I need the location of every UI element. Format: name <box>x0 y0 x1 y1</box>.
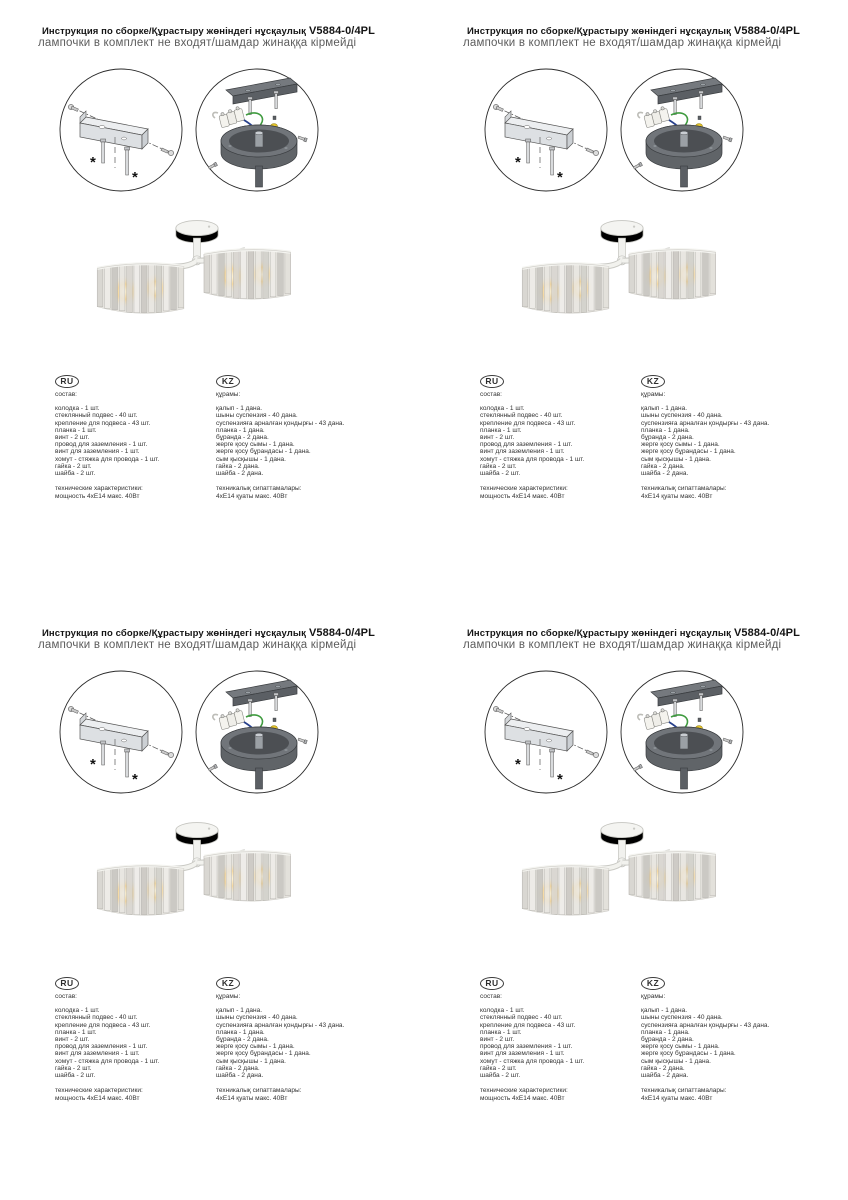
canopy-wiring-diagram <box>619 669 745 795</box>
wall-anchor-icon <box>68 706 78 713</box>
sheet-slot <box>30 627 430 1200</box>
parts-list-item: планка - 1 шт. <box>55 426 97 434</box>
parts-list-item: винт для заземления - 1 шт. <box>480 1050 565 1058</box>
kz-tech-value: 4хЕ14 қуаты макс. 40Вт <box>216 1094 288 1102</box>
parts-list-item: шыны суспензия - 40 дана. <box>216 412 298 420</box>
screw-icon <box>723 135 733 141</box>
ru-tech-label: технические характеристики: <box>55 1087 143 1095</box>
mounting-plate <box>80 111 148 149</box>
subtitle: лампочки в комплект не входят/шамдар жинаққа кірмейді <box>463 639 782 651</box>
lamp-shade-left <box>97 263 184 313</box>
parts-list-item: жерге қосу бұрандасы - 1 дана. <box>216 1050 311 1058</box>
terminal-block <box>218 708 245 730</box>
ceiling-bracket <box>226 680 297 706</box>
parts-list-item: винт для заземления - 1 шт. <box>55 448 140 456</box>
asterisk-mark: * <box>557 169 563 186</box>
parts-list-item: бұранда - 2 дана. <box>641 1036 694 1044</box>
screw-icon <box>298 135 308 141</box>
mounting-plate-diagram <box>483 67 609 193</box>
ru-tech-value: мощность 4хЕ14 макс. 40Вт <box>55 1094 140 1102</box>
kz-section-label: құрамы: <box>641 993 666 1000</box>
ru-badge: RU <box>55 977 79 990</box>
parts-list-item: винт для заземления - 1 шт. <box>55 1050 140 1058</box>
page-title <box>467 627 800 639</box>
canopy-wiring-diagram <box>194 67 320 193</box>
asterisk-mark: * <box>90 154 96 171</box>
lamp-shade-right <box>204 851 291 901</box>
kz-badge: KZ <box>216 977 240 990</box>
parts-list-item: суспензияға арналған қондырғы - 43 дана. <box>641 1021 770 1029</box>
wall-anchor-icon <box>586 750 599 758</box>
screw-icon <box>633 162 643 169</box>
ceiling-bracket <box>651 78 722 104</box>
parts-list-item: бұранда - 2 дана. <box>216 434 269 442</box>
ru-badge: RU <box>55 375 79 388</box>
sheet-slot <box>30 25 430 610</box>
model-number: V5884-0/4PL <box>734 627 800 639</box>
kz-section-label: құрамы: <box>216 391 241 398</box>
parts-list-item: винт - 2 шт. <box>480 1036 515 1044</box>
earth-screw-icon <box>698 718 701 722</box>
parts-list-item: шайба - 2 шт. <box>55 470 96 478</box>
parts-list-item: колодка - 1 шт. <box>55 405 100 413</box>
parts-list-item: шайба - 2 шт. <box>480 470 521 478</box>
parts-list-item: винт для заземления - 1 шт. <box>480 448 565 456</box>
canopy-wiring-diagram <box>619 67 745 193</box>
parts-list-item: сым қысқышы - 1 дана. <box>216 1057 286 1065</box>
page-title <box>42 25 375 37</box>
parts-list-item: гайка - 2 дана. <box>216 1064 260 1072</box>
subtitle: лампочки в комплект не входят/шамдар жинаққа кірмейді <box>38 37 357 49</box>
parts-list-item: колодка - 1 шт. <box>480 405 525 413</box>
parts-list-item: планка - 1 дана. <box>641 426 690 434</box>
title-text: Инструкция по сборке/Құрастыру жөніндегі нұсқаулық <box>467 26 731 37</box>
parts-list-item: суспензияға арналған қондырғы - 43 дана. <box>216 419 345 427</box>
parts-list-item: стеклянный подвес - 40 шт. <box>480 412 563 420</box>
kz-tech-specs <box>641 485 848 500</box>
earth-screw-icon <box>698 116 701 120</box>
ru-tech-label: технические характеристики: <box>480 1087 568 1095</box>
kz-parts-list <box>216 1007 428 1079</box>
wall-anchor-icon <box>493 104 503 111</box>
parts-list-item: хомут - стяжка для провода - 1 шт. <box>55 455 160 463</box>
parts-list-item: шайба - 2 дана. <box>216 1072 264 1080</box>
parts-list-item: жерге қосу сымы - 1 дана. <box>641 441 720 449</box>
parts-list-item: шыны суспензия - 40 дана. <box>641 412 723 420</box>
screw-icon <box>526 139 531 163</box>
mounting-plate-diagram <box>483 669 609 795</box>
canopy-stem <box>681 166 688 187</box>
canopy-stem <box>256 768 263 789</box>
ru-tech-value: мощность 4хЕ14 макс. 40Вт <box>480 492 565 500</box>
parts-list-item: стеклянный подвес - 40 шт. <box>480 1014 563 1022</box>
kz-parts-list <box>641 1007 848 1079</box>
supply-wire <box>213 112 218 118</box>
parts-list-item: гайка - 2 дана. <box>641 1064 685 1072</box>
wall-anchor-icon <box>68 104 78 111</box>
screw-icon <box>274 693 279 711</box>
chandelier-photo <box>84 818 318 949</box>
title-text: Инструкция по сборке/Құрастыру жөніндегі нұсқаулық <box>42 628 306 639</box>
supply-wire <box>213 714 218 720</box>
kz-tech-label: техникалық сипаттамалары: <box>641 485 727 493</box>
terminal-block <box>218 106 245 128</box>
kz-badge: KZ <box>641 375 665 388</box>
sheet-slot <box>455 627 848 1200</box>
lamp-shade-right <box>629 851 716 901</box>
ru-tech-value: мощность 4хЕ14 макс. 40Вт <box>480 1094 565 1102</box>
kz-parts-list <box>216 405 428 477</box>
parts-list-item: хомут - стяжка для провода - 1 шт. <box>55 1057 160 1065</box>
screw-icon <box>673 97 678 115</box>
parts-list-item: провод для заземления - 1 шт. <box>480 1043 573 1051</box>
parts-list-item: суспензияға арналған қондырғы - 43 дана. <box>641 419 770 427</box>
ru-tech-value: мощность 4хЕ14 макс. 40Вт <box>55 492 140 500</box>
kz-tech-value: 4хЕ14 қуаты макс. 40Вт <box>216 492 288 500</box>
parts-list-item: сым қысқышы - 1 дана. <box>216 455 286 463</box>
parts-list-item: гайка - 2 шт. <box>480 462 517 470</box>
parts-list-item: гайка - 2 шт. <box>55 1064 92 1072</box>
ru-tech-specs <box>55 1087 213 1102</box>
kz-section-label: құрамы: <box>641 391 666 398</box>
parts-list-item: стеклянный подвес - 40 шт. <box>55 412 138 420</box>
parts-list-item: крепление для подвеса - 43 шт. <box>480 1021 576 1029</box>
parts-column-ru <box>480 375 638 500</box>
parts-column-kz <box>641 977 848 1102</box>
screw-icon <box>125 749 130 777</box>
kz-section-label: құрамы: <box>216 993 241 1000</box>
ru-parts-list <box>480 1007 638 1079</box>
parts-list-item: провод для заземления - 1 шт. <box>55 1043 148 1051</box>
asterisk-mark: * <box>90 756 96 773</box>
parts-list-item: шайба - 2 дана. <box>216 470 264 478</box>
screw-icon <box>248 97 253 115</box>
parts-list-item: қалып - 1 дана. <box>216 1007 263 1015</box>
parts-column-kz <box>216 375 428 500</box>
ru-tech-label: технические характеристики: <box>480 485 568 493</box>
ru-tech-specs <box>480 1087 638 1102</box>
title-text: Инструкция по сборке/Құрастыру жөніндегі нұсқаулық <box>467 628 731 639</box>
parts-list-item: крепление для подвеса - 43 шт. <box>55 1021 151 1029</box>
canopy-stem <box>681 768 688 789</box>
wall-anchor-icon <box>493 706 503 713</box>
sheet-slot <box>455 25 848 610</box>
ru-parts-list <box>55 1007 213 1079</box>
wall-anchor-icon <box>586 148 599 156</box>
canopy-stem <box>256 166 263 187</box>
parts-list-item: винт - 2 шт. <box>480 434 515 442</box>
kz-tech-specs <box>641 1087 848 1102</box>
asterisk-mark: * <box>132 771 138 788</box>
parts-list-item: крепление для подвеса - 43 шт. <box>55 419 151 427</box>
screw-icon <box>298 737 308 743</box>
kz-tech-label: техникалық сипаттамалары: <box>216 1087 302 1095</box>
ru-tech-specs <box>55 485 213 500</box>
parts-list-item: шайба - 2 дана. <box>641 470 689 478</box>
ru-tech-label: технические характеристики: <box>55 485 143 493</box>
parts-column-kz <box>641 375 848 500</box>
parts-list-item: винт - 2 шт. <box>55 434 90 442</box>
screw-icon <box>673 699 678 717</box>
supply-wire <box>638 714 643 720</box>
screw-icon <box>101 741 106 765</box>
model-number: V5884-0/4PL <box>734 25 800 37</box>
parts-list-item: жерге қосу бұрандасы - 1 дана. <box>216 448 311 456</box>
screw-icon <box>274 91 279 109</box>
supply-wire <box>638 112 643 118</box>
parts-list-item: жерге қосу бұрандасы - 1 дана. <box>641 1050 736 1058</box>
parts-list-item: планка - 1 шт. <box>480 1028 522 1036</box>
kz-badge: KZ <box>641 977 665 990</box>
parts-list-item: хомут - стяжка для провода - 1 шт. <box>480 455 585 463</box>
wall-anchor-icon <box>161 750 174 758</box>
wall-anchor-icon <box>161 148 174 156</box>
parts-list-item: планка - 1 шт. <box>480 426 522 434</box>
screw-icon <box>101 139 106 163</box>
mounting-plate <box>80 713 148 751</box>
parts-list-item: гайка - 2 дана. <box>641 462 685 470</box>
model-number: V5884-0/4PL <box>309 627 375 639</box>
lamp-shade-left <box>522 865 609 915</box>
parts-list-item: колодка - 1 шт. <box>55 1007 100 1015</box>
parts-list-item: шыны суспензия - 40 дана. <box>216 1014 298 1022</box>
lamp-shade-right <box>629 249 716 299</box>
ru-parts-list <box>480 405 638 477</box>
kz-tech-label: техникалық сипаттамалары: <box>641 1087 727 1095</box>
parts-list-item: стеклянный подвес - 40 шт. <box>55 1014 138 1022</box>
lamp-shade-left <box>97 865 184 915</box>
kz-badge: KZ <box>216 375 240 388</box>
parts-list-item: бұранда - 2 дана. <box>641 434 694 442</box>
ceiling-bracket <box>226 78 297 104</box>
parts-list-item: шыны суспензия - 40 дана. <box>641 1014 723 1022</box>
asterisk-mark: * <box>557 771 563 788</box>
parts-list-item: сым қысқышы - 1 дана. <box>641 455 711 463</box>
ru-section-label: состав: <box>480 391 502 398</box>
parts-list-item: колодка - 1 шт. <box>480 1007 525 1015</box>
earth-screw-icon <box>273 718 276 722</box>
parts-list-item: шайба - 2 шт. <box>480 1072 521 1080</box>
parts-list-item: винт - 2 шт. <box>55 1036 90 1044</box>
mounting-plate-diagram <box>58 67 184 193</box>
threaded-nipple <box>255 733 263 749</box>
ru-parts-list <box>55 405 213 477</box>
parts-list-item: гайка - 2 шт. <box>480 1064 517 1072</box>
lamp-shade-right <box>204 249 291 299</box>
parts-list-item: хомут - стяжка для провода - 1 шт. <box>480 1057 585 1065</box>
parts-list-item: гайка - 2 дана. <box>216 462 260 470</box>
ru-badge: RU <box>480 977 504 990</box>
kz-tech-specs <box>216 485 428 500</box>
terminal-block <box>643 708 670 730</box>
ru-section-label: состав: <box>480 993 502 1000</box>
parts-list-item: жерге қосу сымы - 1 дана. <box>641 1043 720 1051</box>
threaded-nipple <box>680 131 688 147</box>
instruction-sheet <box>30 627 430 1200</box>
kz-tech-value: 4хЕ14 қуаты макс. 40Вт <box>641 492 713 500</box>
model-number: V5884-0/4PL <box>309 25 375 37</box>
screw-icon <box>125 147 130 175</box>
parts-list-item: крепление для подвеса - 43 шт. <box>480 419 576 427</box>
ru-tech-specs <box>480 485 638 500</box>
screw-icon <box>526 741 531 765</box>
ru-section-label: состав: <box>55 993 77 1000</box>
mounting-plate-diagram <box>58 669 184 795</box>
parts-list-item: провод для заземления - 1 шт. <box>480 441 573 449</box>
screw-icon <box>699 91 704 109</box>
parts-list-item: провод для заземления - 1 шт. <box>55 441 148 449</box>
parts-column-ru <box>55 375 213 500</box>
parts-list-item: суспензияға арналған қондырғы - 43 дана. <box>216 1021 345 1029</box>
earth-screw-icon <box>273 116 276 120</box>
instruction-sheet <box>455 627 848 1200</box>
asterisk-mark: * <box>515 154 521 171</box>
parts-list-item: планка - 1 шт. <box>55 1028 97 1036</box>
screw-icon <box>699 693 704 711</box>
parts-list-item: жерге қосу бұрандасы - 1 дана. <box>641 448 736 456</box>
subtitle: лампочки в комплект не входят/шамдар жинаққа кірмейді <box>463 37 782 49</box>
ru-badge: RU <box>480 375 504 388</box>
parts-column-kz <box>216 977 428 1102</box>
asterisk-mark: * <box>515 756 521 773</box>
parts-list-item: бұранда - 2 дана. <box>216 1036 269 1044</box>
instruction-sheet <box>30 25 430 610</box>
kz-parts-list <box>641 405 848 477</box>
screw-icon <box>550 147 555 175</box>
parts-list-item: шайба - 2 шт. <box>55 1072 96 1080</box>
parts-list-item: планка - 1 дана. <box>216 1028 265 1036</box>
mounting-plate <box>505 111 573 149</box>
parts-column-ru <box>480 977 638 1102</box>
ru-section-label: состав: <box>55 391 77 398</box>
canopy-wiring-diagram <box>194 669 320 795</box>
parts-list-item: қалып - 1 дана. <box>216 405 263 413</box>
screw-icon <box>208 764 218 771</box>
terminal-block <box>643 106 670 128</box>
page-title <box>42 627 375 639</box>
chandelier-photo <box>509 818 743 949</box>
threaded-nipple <box>680 733 688 749</box>
parts-list-item: сым қысқышы - 1 дана. <box>641 1057 711 1065</box>
parts-list-item: шайба - 2 дана. <box>641 1072 689 1080</box>
parts-list-item: жерге қосу сымы - 1 дана. <box>216 441 295 449</box>
kz-tech-specs <box>216 1087 428 1102</box>
chandelier-photo <box>84 216 318 347</box>
page-title <box>467 25 800 37</box>
screw-icon <box>723 737 733 743</box>
subtitle: лампочки в комплект не входят/шамдар жинаққа кірмейді <box>38 639 357 651</box>
threaded-nipple <box>255 131 263 147</box>
parts-column-ru <box>55 977 213 1102</box>
kz-tech-label: техникалық сипаттамалары: <box>216 485 302 493</box>
parts-list-item: жерге қосу сымы - 1 дана. <box>216 1043 295 1051</box>
parts-list-item: қалып - 1 дана. <box>641 1007 688 1015</box>
parts-list-item: планка - 1 дана. <box>641 1028 690 1036</box>
instruction-sheet <box>455 25 848 610</box>
lamp-shade-left <box>522 263 609 313</box>
chandelier-photo <box>509 216 743 347</box>
title-text: Инструкция по сборке/Құрастыру жөніндегі нұсқаулық <box>42 26 306 37</box>
screw-icon <box>550 749 555 777</box>
kz-tech-value: 4хЕ14 қуаты макс. 40Вт <box>641 1094 713 1102</box>
parts-list-item: гайка - 2 шт. <box>55 462 92 470</box>
asterisk-mark: * <box>132 169 138 186</box>
mounting-plate <box>505 713 573 751</box>
screw-icon <box>633 764 643 771</box>
screw-icon <box>248 699 253 717</box>
parts-list-item: қалып - 1 дана. <box>641 405 688 413</box>
ceiling-bracket <box>651 680 722 706</box>
screw-icon <box>208 162 218 169</box>
parts-list-item: планка - 1 дана. <box>216 426 265 434</box>
